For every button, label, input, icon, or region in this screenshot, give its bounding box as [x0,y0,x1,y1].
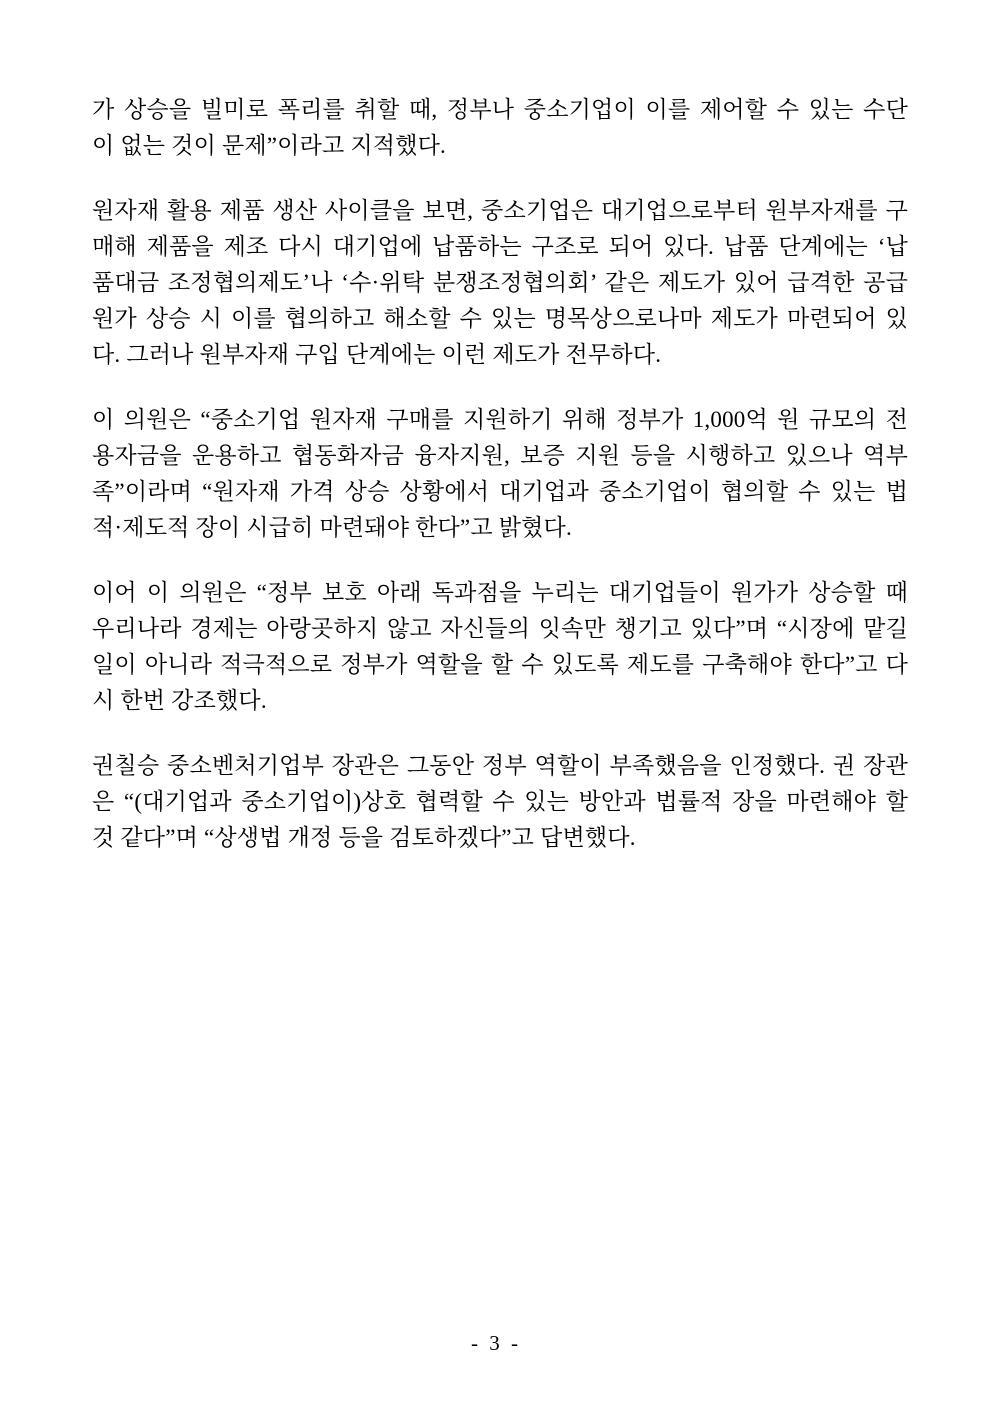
text-line: 족”이라며 “원자재 가격 상승 상황에서 대기업과 중소기업이 협의할 수 있는 법 [92,479,908,504]
document-body [92,92,908,885]
text-line: 매해 제품을 제조 다시 대기업에 납품하는 구조로 되어 있다. 납품 단계에는 ‘납 [92,234,908,259]
text-line: 권칠승 중소벤처기업부 장관은 그동안 정부 역할이 부족했음을 인정했다. 권 장관 [92,753,908,778]
text-line: 일이 아니라 적극적으로 정부가 역할을 할 수 있도록 제도를 구축해야 한다”고 다 [92,652,908,677]
text-line: 것 같다”며 “상생법 개정 등을 검토하겠다”고 답변했다. [92,825,636,850]
text-line: 이어 이 의원은 “정부 보호 아래 독과점을 누리는 대기업들이 원가가 상승할 때 [92,580,908,605]
text-line: 원가 상승 시 이를 협의하고 해소할 수 있는 명목상으로나마 제도가 마련되어 있 [92,306,908,331]
text-line: 품대금 조정협의제도’나 ‘수·위탁 분쟁조정협의회’ 같은 제도가 있어 급격한 공급 [92,270,908,295]
text-line: 우리나라 경제는 아랑곳하지 않고 자신들의 잇속만 챙기고 있다”며 “시장에 맡길 [92,616,908,641]
paragraph [92,92,908,164]
text-line: 가 상승을 빌미로 폭리를 취할 때, 정부나 중소기업이 이를 제어할 수 있는 수단 [92,97,908,122]
text-line: 용자금을 운용하고 협동화자금 융자지원, 보증 지원 등을 시행하고 있으나 역부 [92,443,908,468]
text-line: 적·제도적 장이 시급히 마련돼야 한다”고 밝혔다. [92,515,572,540]
paragraph [92,193,908,373]
paragraph [92,748,908,856]
text-line: 은 “(대기업과 중소기업이)상호 협력할 수 있는 방안과 법률적 장을 마련해야 할 [92,789,908,814]
text-line: 이 의원은 “중소기업 원자재 구매를 지원하기 위해 정부가 1,000억 원 규모의 전 [92,407,908,432]
page-number: - 3 - [471,1331,521,1355]
text-line: 시 한번 강조했다. [92,688,267,713]
text-line: 원자재 활용 제품 생산 사이클을 보면, 중소기업은 대기업으로부터 원부자재를 구 [92,198,908,223]
paragraph [92,402,908,546]
text-line: 이 없는 것이 문제”이라고 지적했다. [92,133,447,158]
text-line: 다. 그러나 원부자재 구입 단계에는 이런 제도가 전무하다. [92,342,662,367]
paragraph [92,575,908,719]
